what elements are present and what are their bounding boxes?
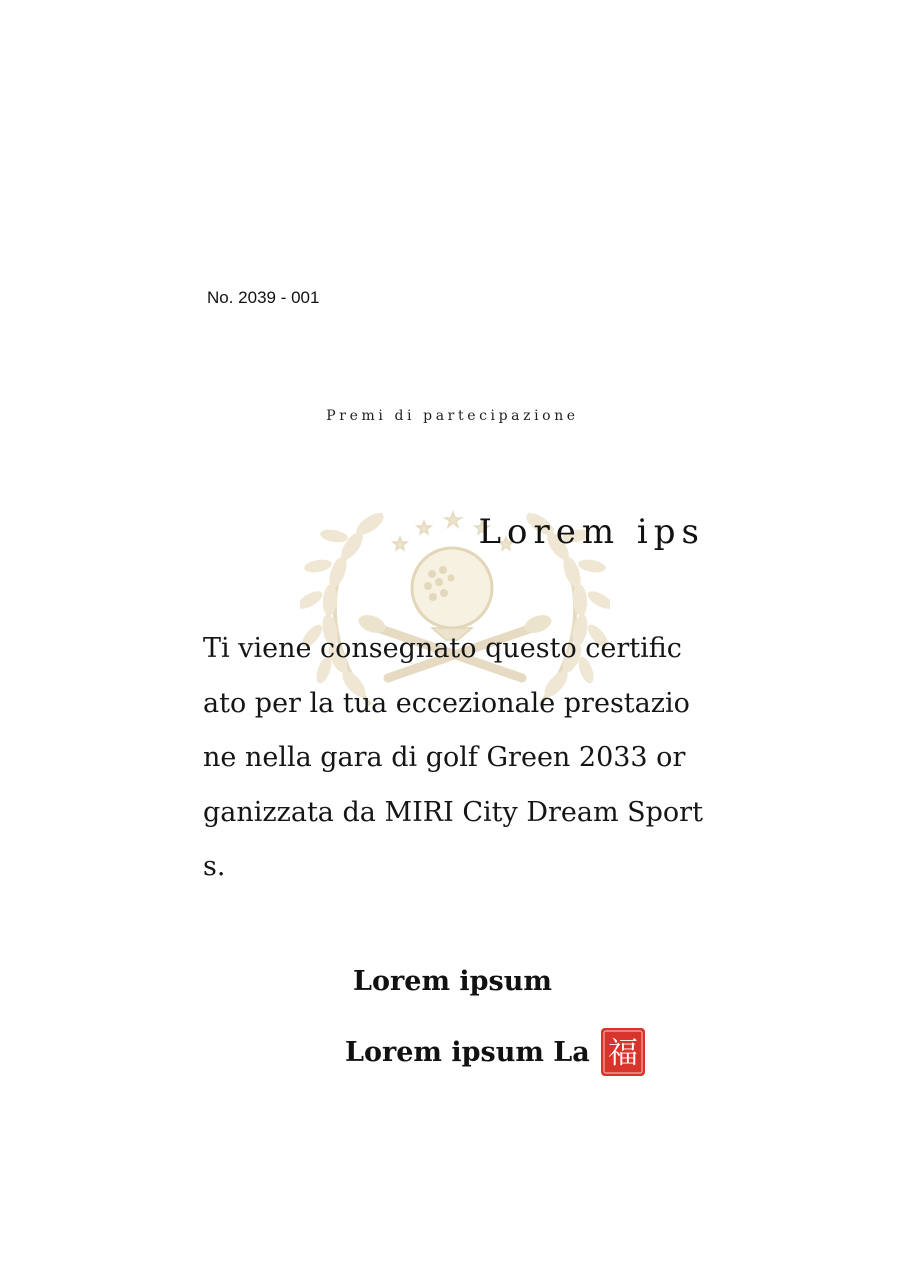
red-seal-stamp-icon [600, 1027, 646, 1077]
body-line: ne nella gara di golf Green 2033 or [203, 742, 686, 773]
certificate-body [203, 622, 723, 895]
signature-row [345, 1026, 646, 1078]
certificate-subtitle: Premi di partecipazione [326, 408, 579, 424]
recipient-name: Lorem ips [478, 512, 705, 552]
body-line: ganizzata da MIRI City Dream Sport [203, 796, 703, 828]
signer-name: Lorem ipsum La [345, 1036, 590, 1068]
seal-glyph: 福 [607, 1036, 638, 1071]
body-line: Ti viene consegnato questo certific [203, 633, 682, 664]
body-line: s. [203, 851, 226, 882]
certificate-number: No. 2039 - 001 [207, 288, 320, 307]
body-line: ato per la tua eccezionale prestazio [203, 687, 690, 719]
organizer-name: Lorem ipsum [353, 966, 552, 997]
